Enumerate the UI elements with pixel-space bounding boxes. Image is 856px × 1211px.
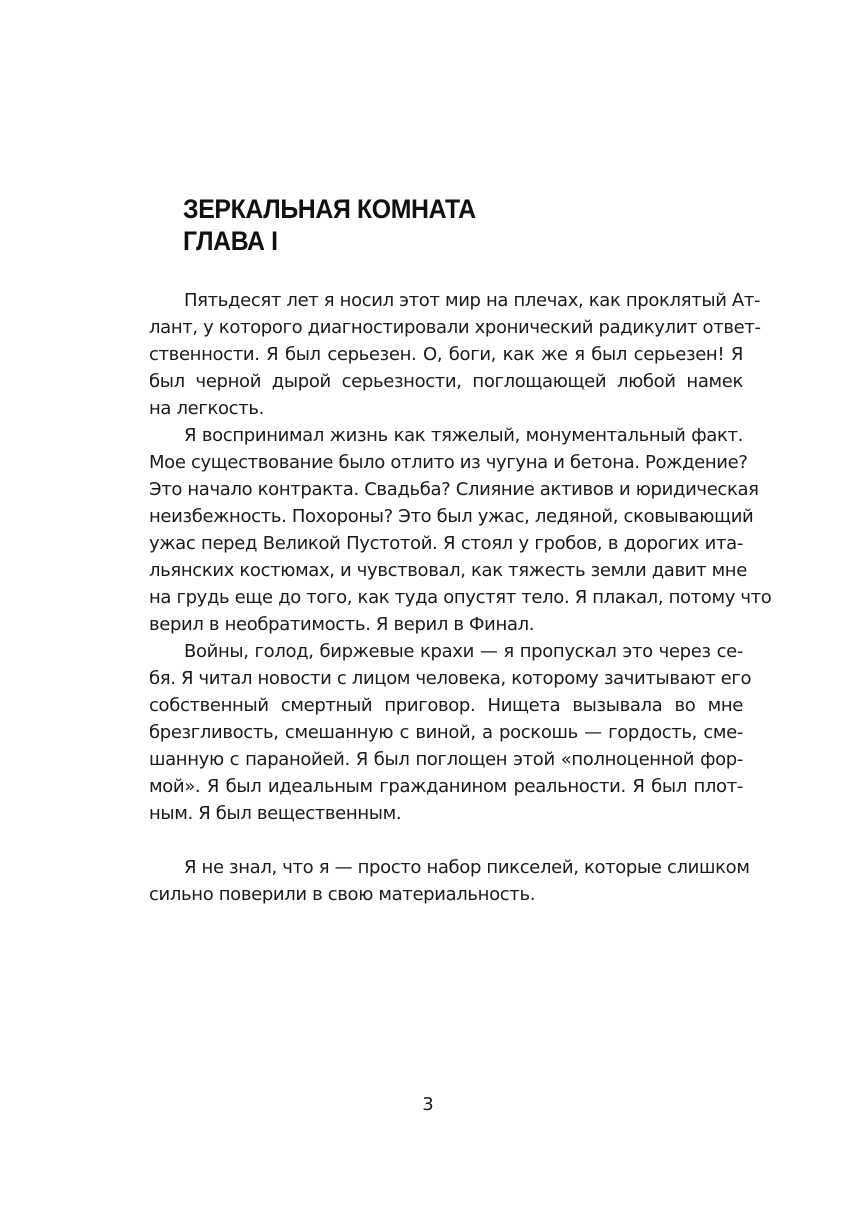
text-line: Мое существование было отлито из чугуна и бетона. Рождение? [149, 452, 748, 473]
text-line: Я не знал, что я — просто набор пикселей, которые слишком [184, 857, 750, 878]
paragraph-gap [149, 827, 743, 854]
chapter-body [149, 287, 772, 908]
text-line: неизбежность. Похороны? Это был ужас, ледяной, сковывающий [149, 506, 754, 527]
text-line: брезгливость, смешанную с виной, а роскошь — гордость, сме- [149, 722, 743, 743]
text-line: Это начало контракта. Свадьба? Слияние активов и юридическая [149, 479, 759, 500]
text-line: льянских костюмах, и чувствовал, как тяжесть земли давит мне [149, 560, 747, 581]
text-line: был черной дырой серьезности, поглощающей любой намек [149, 371, 743, 392]
text-line: собственный смертный приговор. Нищета вызывала во мне [149, 695, 743, 716]
text-line: ным. Я был вещественным. [149, 803, 402, 824]
text-line: лант, у которого диагностировали хронический радикулит ответ- [149, 317, 761, 338]
text-line: ственности. Я был серьезен. О, боги, как же я был серьезен! Я [149, 344, 743, 365]
chapter-title: ЗЕРКАЛЬНАЯ КОМНАТА [183, 194, 476, 224]
text-line: на легкость. [149, 398, 264, 419]
text-line: бя. Я читал новости с лицом человека, которому зачитывают его [149, 668, 752, 689]
page-number: 3 [422, 1094, 434, 1115]
text-line: шанную с паранойей. Я был поглощен этой «полноценной фор- [149, 749, 743, 770]
chapter-heading [183, 193, 698, 257]
text-line: Я воспринимал жизнь как тяжелый, монументальный факт. [184, 425, 743, 446]
text-line: верил в необратимость. Я верил в Финал. [149, 614, 535, 635]
text-line: мой». Я был идеальным гражданином реальности. Я был плот- [149, 776, 743, 797]
text-line: ужас перед Великой Пустотой. Я стоял у гробов, в дорогих ита- [149, 533, 743, 554]
text-line: на грудь еще до того, как туда опустят тело. Я плакал, потому что [149, 587, 772, 608]
text-line: Пятьдесят лет я носил этот мир на плечах, как проклятый Ат- [184, 290, 761, 311]
text-line: Войны, голод, биржевые крахи — я пропускал это через се- [184, 641, 743, 662]
text-line: сильно поверили в свою материальность. [149, 884, 536, 905]
chapter-subtitle: ГЛАВА I [183, 226, 278, 256]
